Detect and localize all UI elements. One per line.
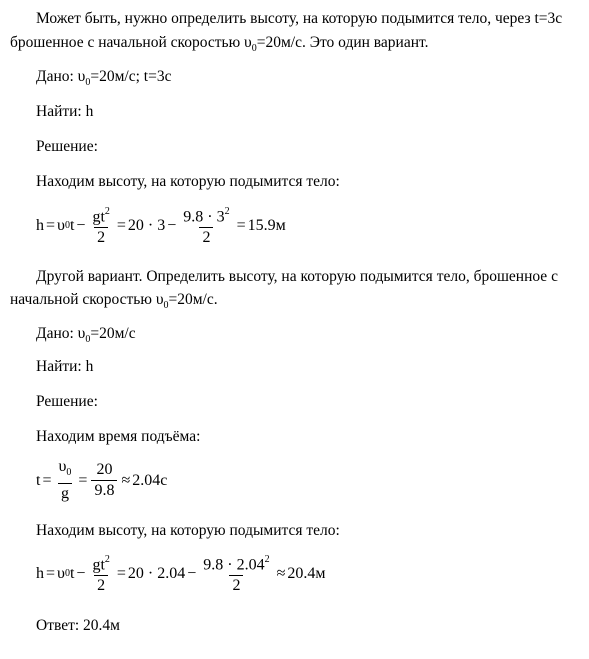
formula-time: t = $\frac{\upsilon_0}{g}$ = $\frac{20}{9.8}$ ≈ 2.04с <box>36 458 168 503</box>
paragraph-1-line-2: брошенное с начальной скоростью $\upsilon_0=20м/с$. Это один вариант. <box>10 34 429 55</box>
answer: Ответ: 20.4м <box>36 617 120 634</box>
fraction: $\frac{gt^2}{2}$ <box>92 206 110 247</box>
fraction: $\frac{20}{9.8}$ <box>91 462 117 499</box>
fraction: $\frac{9.8 \cdot 2.04^2}{2}$ <box>203 554 270 595</box>
formula-height-2: h = υ 0 t − $\frac{gt^2}{2}$ = 20 · 2.04 − $\frac{9.8 \cdot 2.04^2}{2}$ ≈ 20.4м <box>36 554 326 595</box>
find-1: Найти: h <box>36 103 94 120</box>
paragraph-2-line-1: Другой вариант. Определить высоту, на которую подымится тело, брошенное с <box>36 268 558 285</box>
fraction: $\frac{\upsilon_0}{g}$ <box>58 458 72 503</box>
find-2: Найти: h <box>36 358 94 375</box>
fraction: $\frac{9.8 \cdot 3^2}{2}$ <box>183 206 230 247</box>
step-1: Находим высоту, на которую подымится тело: <box>36 173 340 190</box>
paragraph-2-line-2: начальной скоростью $\upsilon_0=20м/с$. <box>10 291 218 312</box>
given-1: Дано: $\upsilon_0=20м/с$; t=3с <box>36 68 172 89</box>
solution-2: Решение: <box>36 393 98 410</box>
step-2: Находим время подъёма: <box>36 428 201 445</box>
paragraph-1-line-1: Может быть, нужно определить высоту, на которую подымится тело, через t=3с <box>36 10 563 27</box>
solution-1: Решение: <box>36 138 98 155</box>
fraction: $\frac{gt^2}{2}$ <box>92 554 110 595</box>
given-2: Дано: $\upsilon_0=20м/с$ <box>36 325 136 346</box>
step-3: Находим высоту, на которую подымится тело: <box>36 522 340 539</box>
formula-height-1: h = υ 0 t − $\frac{gt^2}{2}$ = 20 · 3 − $\frac{9.8 \cdot 3^2}{2}$ = 15.9м <box>36 206 286 247</box>
